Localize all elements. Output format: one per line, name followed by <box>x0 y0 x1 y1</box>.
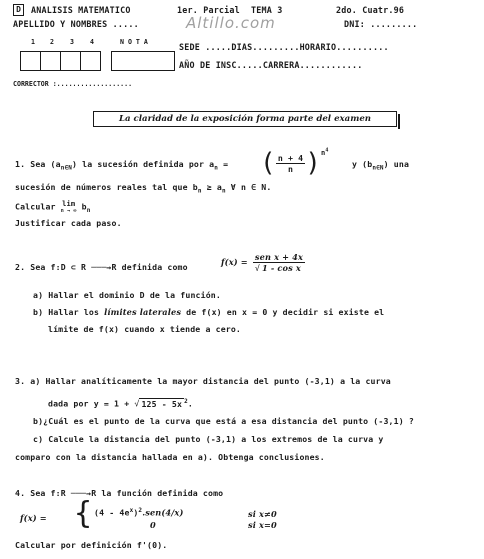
apellido-field-label: APELLIDO Y NOMBRES ..... <box>13 19 139 29</box>
problem-2-part-a: a) Hallar el dominio D de la función. <box>33 290 221 300</box>
dni-field-label: DNI: ......... <box>344 19 418 29</box>
problem-3-part-c: c) Calcule la distancia del punto (-3,1) a los extremos de la curva y <box>33 434 384 444</box>
problem-4-brace: { <box>74 496 93 531</box>
problem-3-part-c-cont: comparo con la distancia hallada en a). Obtenga conclusiones. <box>15 452 325 462</box>
anio-field-label: AÑO DE INSC.....CARRERA............ <box>179 60 363 70</box>
problem-1-line-4: Justificar cada paso. <box>15 218 122 228</box>
grade-box-2[interactable] <box>40 51 61 71</box>
problem-4-case-2: 0 <box>150 520 156 530</box>
problem-3-part-b: b)¿Cuál es el punto de la curva que está a esa distancia del punto (-3,1) ? <box>33 416 414 426</box>
problem-2-line-1: 2. Sea f:D ⊂ R ───→R definida como <box>15 262 188 272</box>
sede-field-label: SEDE .....DIAS.........HORARIO.......... <box>179 42 389 52</box>
grade-number-1: 1 <box>31 38 35 46</box>
subject-title: ANALISIS MATEMATICO <box>31 5 131 15</box>
problem-2-part-b: b) Hallar los límites laterales de f(x) en x = 0 y decidir si existe el <box>33 307 385 317</box>
grade-number-2: 2 <box>50 38 54 46</box>
grade-box-3[interactable] <box>60 51 81 71</box>
nota-box[interactable] <box>111 51 175 71</box>
nota-label: N O T A <box>120 38 148 46</box>
exam-tema: TEMA 3 <box>251 5 283 15</box>
problem-4-case-1: $(4 - 4e^x)^2.sen(4/x)$ <box>94 507 184 518</box>
problem-1-line-1-tail: y $(b_{n\in N})$ una <box>352 159 410 172</box>
problem-4-fx-label: f(x) = <box>20 513 47 523</box>
exam-period: 2do. Cuatr.96 <box>336 5 405 15</box>
grade-box-4[interactable] <box>80 51 101 71</box>
problem-3-curve: dada por y = 1 + √ 125 - 5x $^2$. <box>48 398 193 409</box>
grade-number-3: 3 <box>70 38 74 46</box>
problem-1-line-3: Calcular lim n → ∞ $b_n$ <box>15 200 91 215</box>
grade-box-1[interactable] <box>20 51 41 71</box>
problem-2-function-formula: f(x) = $\frac{\text{sen x + 4x}}{\text{√ 1 - cos x}}$ <box>221 252 304 273</box>
exam-type: 1er. Parcial <box>177 5 240 15</box>
problem-1-line-1: 1. Sea $(a_{n\in N})$ la sucesión definida por $a_n$ = <box>15 159 229 172</box>
motto-box: La claridad de la exposición forma parte del examen <box>93 111 397 127</box>
problem-4-cond-1: si x≠0 <box>248 509 277 519</box>
problem-1-sequence-formula: ( $\frac{n + 4}{n}$ )$^{n^4}$ <box>260 148 329 178</box>
problem-4-cond-2: si x=0 <box>248 520 277 530</box>
problem-2-part-b-cont: límite de f(x) cuando x tiende a cero. <box>48 324 242 334</box>
grade-number-4: 4 <box>90 38 94 46</box>
problem-3-part-a: 3. a) Hallar analíticamente la mayor distancia del punto (-3,1) a la curva <box>15 376 391 386</box>
corrector-field-label: CORRECTOR :................... <box>13 80 133 88</box>
exam-letter-box: D <box>13 4 24 16</box>
problem-1-line-2: sucesión de números reales tal que $b_n \ge a_n$ ∀ n ∈ N. <box>15 182 272 195</box>
problem-4-line-1: 4. Sea f:R ───→R la función definida como <box>15 488 224 498</box>
problem-4-calc: Calcular por definición f'(0). <box>15 540 168 550</box>
watermark-logo: Altillo.com <box>186 14 276 32</box>
